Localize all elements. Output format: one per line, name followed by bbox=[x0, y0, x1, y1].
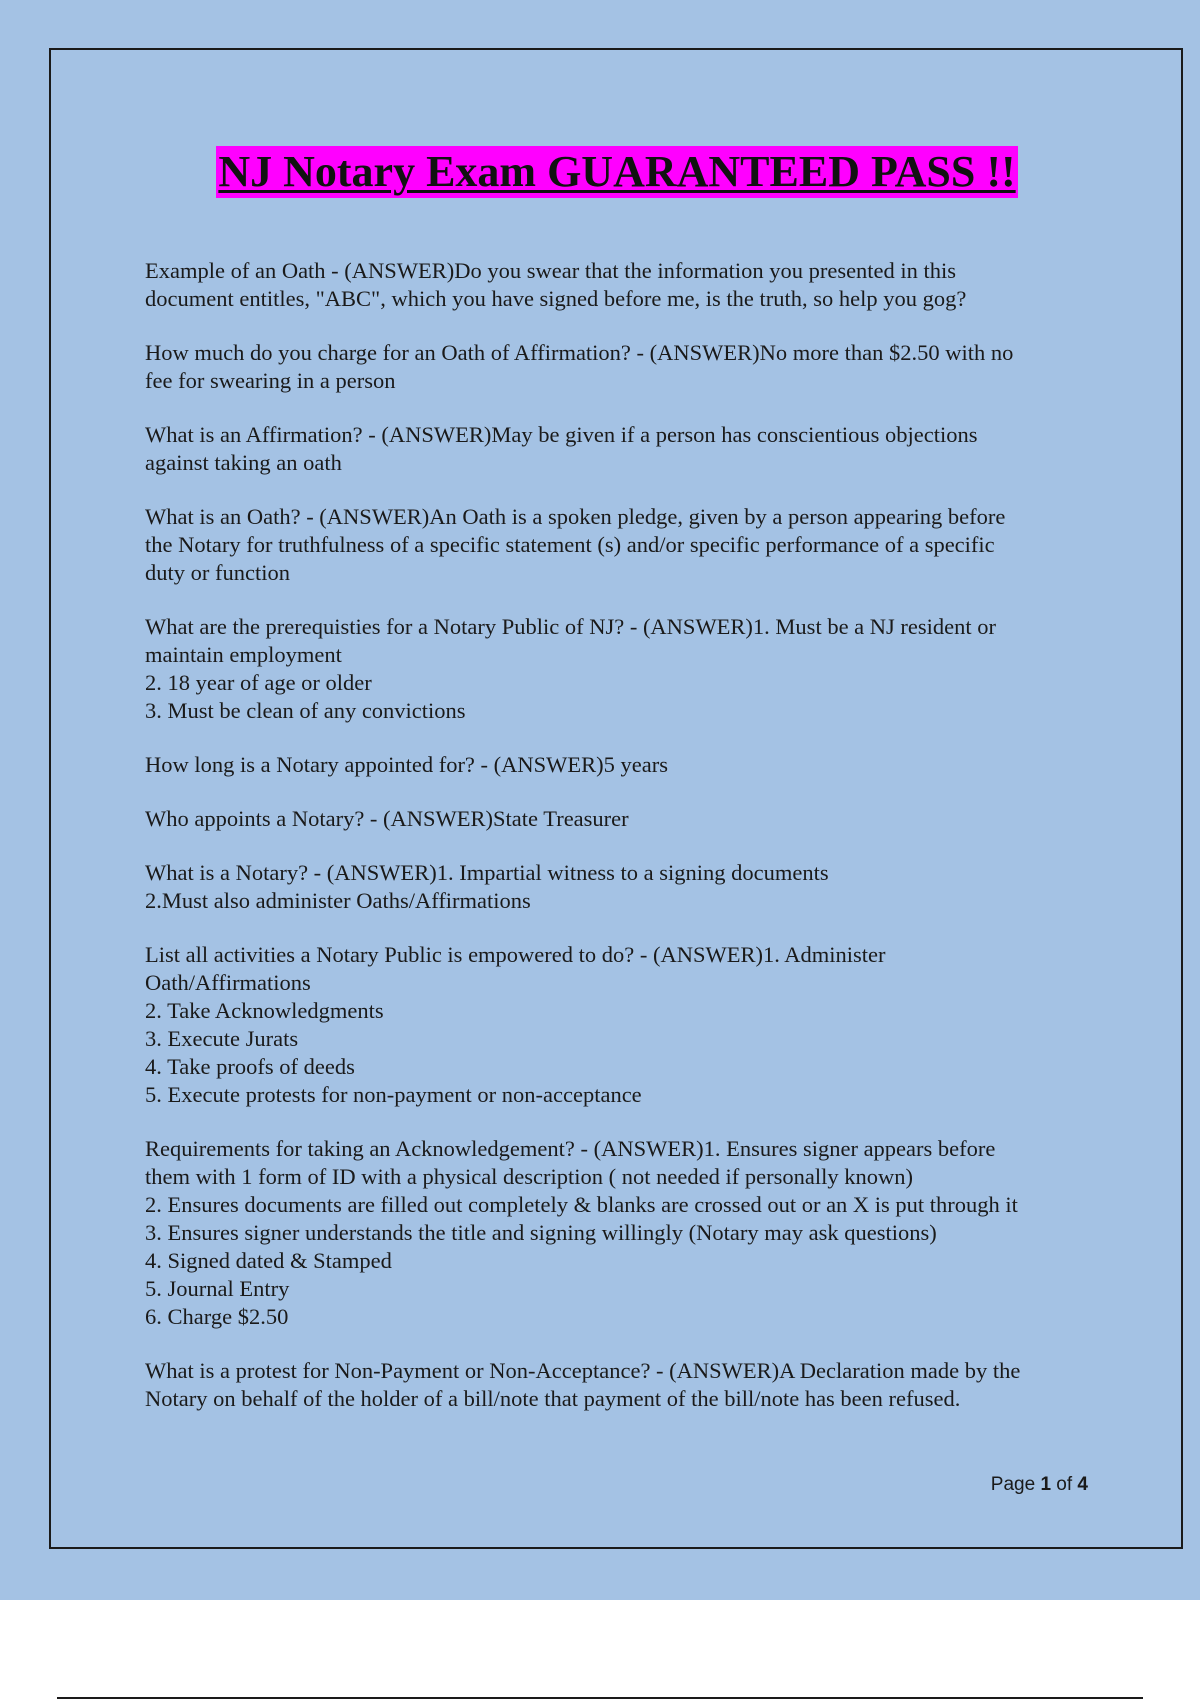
qa-list bbox=[145, 257, 1095, 1439]
qa-line: Requirements for taking an Acknowledgement? - (ANSWER)1. Ensures signer appears before bbox=[145, 1136, 996, 1161]
qa-item bbox=[145, 421, 1095, 477]
qa-line: 6. Charge $2.50 bbox=[145, 1304, 289, 1329]
qa-line: 3. Execute Jurats bbox=[145, 1026, 299, 1051]
page-number bbox=[991, 1474, 1088, 1496]
qa-line: What is a Notary? - (ANSWER)1. Impartial witness to a signing documents bbox=[145, 860, 829, 885]
qa-item bbox=[145, 941, 1095, 1109]
qa-line: them with 1 form of ID with a physical description ( not needed if personally known) bbox=[145, 1164, 913, 1189]
qa-line: Oath/Affirmations bbox=[145, 970, 311, 995]
qa-line: maintain employment bbox=[145, 642, 342, 667]
qa-line: What is an Oath? - (ANSWER)An Oath is a spoken pledge, given by a person appearing before bbox=[145, 504, 1006, 529]
qa-line: How long is a Notary appointed for? - (ANSWER)5 years bbox=[145, 752, 668, 777]
qa-item bbox=[145, 503, 1095, 587]
qa-item bbox=[145, 613, 1095, 725]
qa-line: duty or function bbox=[145, 560, 290, 585]
qa-item bbox=[145, 859, 1095, 915]
title-container bbox=[0, 146, 1200, 198]
page-current: 1 bbox=[1040, 1474, 1052, 1495]
qa-line: 4. Signed dated & Stamped bbox=[145, 1248, 392, 1273]
qa-line: 5. Execute protests for non-payment or non-acceptance bbox=[145, 1082, 642, 1107]
qa-line: against taking an oath bbox=[145, 450, 342, 475]
qa-line: Example of an Oath - (ANSWER)Do you swear that the information you presented in this bbox=[145, 258, 957, 283]
document-title: NJ Notary Exam GUARANTEED PASS !! bbox=[218, 147, 1016, 196]
qa-line: Who appoints a Notary? - (ANSWER)State Treasurer bbox=[145, 806, 629, 831]
qa-item bbox=[145, 1357, 1095, 1413]
qa-line: What is a protest for Non-Payment or Non-Acceptance? - (ANSWER)A Declaration made by the bbox=[145, 1358, 1021, 1383]
qa-line: fee for swearing in a person bbox=[145, 368, 396, 393]
qa-line: Notary on behalf of the holder of a bill/note that payment of the bill/note has been refused. bbox=[145, 1386, 961, 1411]
page-separator: of bbox=[1051, 1474, 1078, 1495]
page-label: Page bbox=[990, 1474, 1041, 1495]
bottom-rule-divider bbox=[57, 1697, 1143, 1699]
qa-line: 4. Take proofs of deeds bbox=[145, 1054, 355, 1079]
qa-line: 2. Ensures documents are filled out completely & blanks are crossed out or an X is put through it bbox=[145, 1192, 1018, 1217]
qa-line: What is an Affirmation? - (ANSWER)May be given if a person has conscientious objections bbox=[145, 422, 978, 447]
qa-item bbox=[145, 805, 1095, 833]
qa-line: the Notary for truthfulness of a specific statement (s) and/or specific performance of a specific bbox=[145, 532, 995, 557]
qa-item bbox=[145, 751, 1095, 779]
qa-item bbox=[145, 339, 1095, 395]
qa-line: 3. Must be clean of any convictions bbox=[145, 698, 466, 723]
qa-item bbox=[145, 257, 1095, 313]
qa-line: What are the prerequisties for a Notary Public of NJ? - (ANSWER)1. Must be a NJ resident or bbox=[145, 614, 997, 639]
qa-line: 2.Must also administer Oaths/Affirmations bbox=[145, 888, 531, 913]
qa-item bbox=[145, 1135, 1095, 1331]
qa-line: 2. 18 year of age or older bbox=[145, 670, 372, 695]
qa-line: How much do you charge for an Oath of Affirmation? - (ANSWER)No more than $2.50 with no bbox=[145, 340, 1014, 365]
qa-line: 3. Ensures signer understands the title and signing willingly (Notary may ask questions) bbox=[145, 1220, 937, 1245]
qa-line: 5. Journal Entry bbox=[145, 1276, 290, 1301]
qa-line: List all activities a Notary Public is empowered to do? - (ANSWER)1. Administer bbox=[145, 942, 886, 967]
qa-line: 2. Take Acknowledgments bbox=[145, 998, 384, 1023]
qa-line: document entitles, "ABC", which you have signed before me, is the truth, so help you gog? bbox=[145, 286, 967, 311]
page-total: 4 bbox=[1077, 1474, 1088, 1495]
